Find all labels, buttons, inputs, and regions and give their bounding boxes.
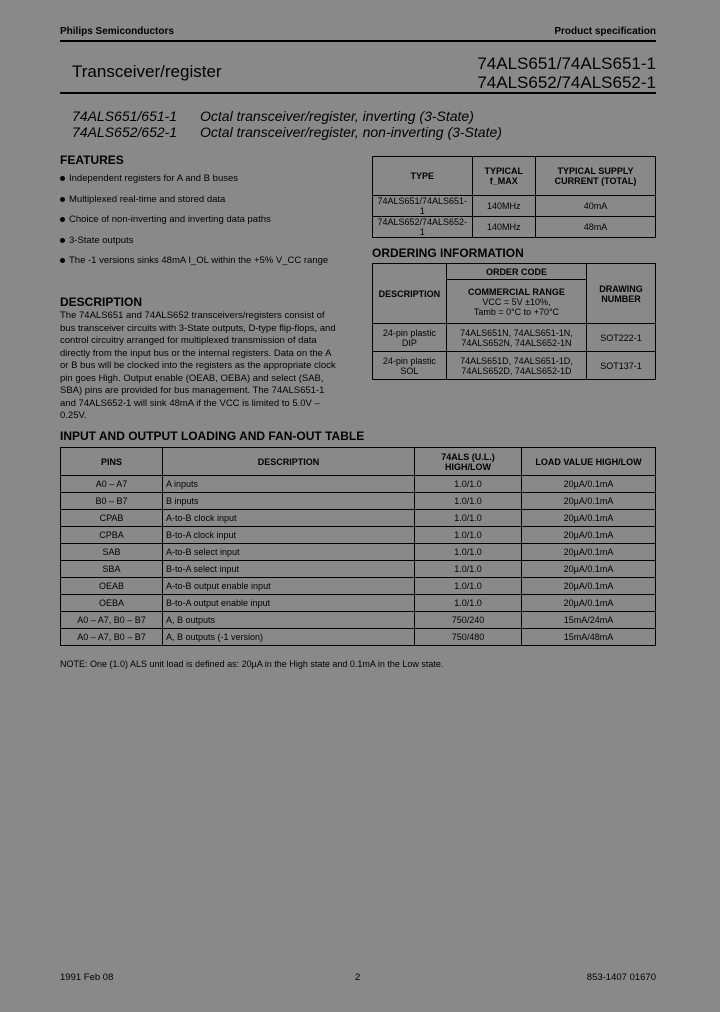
feature-item: 3-State outputs (60, 235, 133, 246)
type-cell: 74ALS652/74ALS652-1 (373, 217, 473, 238)
load-value-cell: 15mA/24mA (522, 612, 656, 629)
feature-item: Choice of non-inverting and inverting data paths (60, 214, 271, 225)
description-cell: A inputs (163, 476, 415, 493)
drawing-cell: SOT137-1 (587, 352, 656, 380)
th-ordering-desc: DESCRIPTION (373, 264, 447, 324)
load-value-cell: 15mA/48mA (522, 629, 656, 646)
fmax-cell: 140MHz (472, 217, 535, 238)
table-row (61, 527, 656, 544)
subtitle-part-1: 74ALS651/651-1 (72, 108, 178, 124)
feature-item: Independent registers for A and B buses (60, 173, 238, 184)
type-table (372, 156, 656, 238)
current-cell: 40mA (536, 196, 656, 217)
order-code-cell: 74ALS651N, 74ALS651-1N, 74ALS652N, 74ALS652-1N (446, 324, 586, 352)
pins-cell: OEBA (61, 595, 163, 612)
header-doc-type: Product specification (554, 26, 656, 37)
part-number-1: 74ALS651/74ALS651-1 (477, 54, 656, 73)
ul-cell: 750/480 (415, 629, 522, 646)
pins-cell: A0 – A7, B0 – B7 (61, 612, 163, 629)
description-cell: A, B outputs (163, 612, 415, 629)
table-row (61, 612, 656, 629)
header-company: Philips Semiconductors (60, 26, 174, 37)
pins-cell: A0 – A7, B0 – B7 (61, 629, 163, 646)
table-row (61, 510, 656, 527)
table-row (61, 561, 656, 578)
pins-cell: SBA (61, 561, 163, 578)
description-cell: A, B outputs (-1 version) (163, 629, 415, 646)
load-value-cell: 20µA/0.1mA (522, 544, 656, 561)
description-cell: A-to-B select input (163, 544, 415, 561)
table-row (61, 595, 656, 612)
pins-cell: CPBA (61, 527, 163, 544)
ul-cell: 750/240 (415, 612, 522, 629)
th-current: TYPICAL SUPPLY CURRENT (TOTAL) (536, 157, 656, 196)
load-value-cell: 20µA/0.1mA (522, 476, 656, 493)
subtitle-desc-1: Octal transceiver/register, inverting (3-State) (200, 108, 474, 124)
th-load-value: LOAD VALUE HIGH/LOW (522, 448, 656, 476)
ul-cell: 1.0/1.0 (415, 510, 522, 527)
ordering-table (372, 263, 656, 380)
pins-cell: A0 – A7 (61, 476, 163, 493)
loading-table (60, 447, 656, 646)
bullet-icon (60, 217, 65, 222)
description-text: The 74ALS651 and 74ALS652 transceivers/registers consist of bus transceiver circuits with 3-State outputs, D-type flip-flops, and control circuitry arranged for multiplexed transmission of data directly from the input bus or the internal registers. Data on the A or B bus will be clocked into the registers as the appropriate clock pin goes High. Output enable (OEAB, OEBA) and select (SAB, SBA) pins are provided for bus management. The 74ALS651-1 and 74ALS652-1 will sink 48mA if the VCC is limited to 5.0V – 0.25V. (60, 310, 336, 421)
header-rule (60, 40, 656, 42)
th-type: TYPE (373, 157, 473, 196)
load-value-cell: 20µA/0.1mA (522, 561, 656, 578)
type-cell: 74ALS651/74ALS651-1 (373, 196, 473, 217)
bullet-icon (60, 258, 65, 263)
description-cell: B-to-A select input (163, 561, 415, 578)
order-code-cell: 74ALS651D, 74ALS651-1D, 74ALS652D, 74ALS652-1D (446, 352, 586, 380)
part-number-2: 74ALS652/74ALS652-1 (477, 73, 656, 92)
table-row (61, 476, 656, 493)
description-heading: DESCRIPTION (60, 295, 143, 309)
fmax-cell: 140MHz (472, 196, 535, 217)
th-ul: 74ALS (U.L.) HIGH/LOW (415, 448, 522, 476)
ul-cell: 1.0/1.0 (415, 476, 522, 493)
load-value-cell: 20µA/0.1mA (522, 527, 656, 544)
loading-heading: INPUT AND OUTPUT LOADING AND FAN-OUT TABLE (60, 429, 365, 443)
bullet-icon (60, 197, 65, 202)
footer-date: 1991 Feb 08 (60, 972, 114, 983)
th-drawing: DRAWING NUMBER (587, 264, 656, 324)
description-cell: A-to-B output enable input (163, 578, 415, 595)
description-cell: B inputs (163, 493, 415, 510)
pins-cell: B0 – B7 (61, 493, 163, 510)
description-cell: A-to-B clock input (163, 510, 415, 527)
th-pins: PINS (61, 448, 163, 476)
features-heading: FEATURES (60, 153, 124, 167)
title-rule (60, 92, 656, 94)
current-cell: 48mA (536, 217, 656, 238)
pins-cell: OEAB (61, 578, 163, 595)
table-row (61, 629, 656, 646)
th-order-code: ORDER CODE (446, 264, 586, 280)
pins-cell: SAB (61, 544, 163, 561)
ul-cell: 1.0/1.0 (415, 578, 522, 595)
th-description: DESCRIPTION (163, 448, 415, 476)
subtitle-part-2: 74ALS652/652-1 (72, 124, 178, 140)
table-row (61, 578, 656, 595)
loading-note: NOTE: One (1.0) ALS unit load is defined as: 20µA in the High state and 0.1mA in the Low state. (60, 659, 444, 669)
feature-item: Multiplexed real-time and stored data (60, 194, 225, 205)
footer-code: 853-1407 01670 (586, 972, 656, 983)
ordering-heading: ORDERING INFORMATION (372, 246, 524, 260)
footer-page: 2 (355, 972, 361, 983)
page-title: Transceiver/register (72, 62, 222, 81)
ul-cell: 1.0/1.0 (415, 493, 522, 510)
description-cell: B-to-A clock input (163, 527, 415, 544)
ul-cell: 1.0/1.0 (415, 561, 522, 578)
ordering-desc-cell: 24-pin plastic SOL (373, 352, 447, 380)
load-value-cell: 20µA/0.1mA (522, 510, 656, 527)
th-fmax: TYPICAL f_MAX (472, 157, 535, 196)
pins-cell: CPAB (61, 510, 163, 527)
table-row (61, 493, 656, 510)
ul-cell: 1.0/1.0 (415, 595, 522, 612)
description-cell: B-to-A output enable input (163, 595, 415, 612)
load-value-cell: 20µA/0.1mA (522, 595, 656, 612)
subtitle-desc-2: Octal transceiver/register, non-inverting (3-State) (200, 124, 502, 140)
drawing-cell: SOT222-1 (587, 324, 656, 352)
ordering-desc-cell: 24-pin plastic DIP (373, 324, 447, 352)
table-row (61, 544, 656, 561)
th-commercial: COMMERCIAL RANGE VCC = 5V ±10%, Tamb = 0°C to +70°C (446, 280, 586, 324)
ul-cell: 1.0/1.0 (415, 527, 522, 544)
load-value-cell: 20µA/0.1mA (522, 578, 656, 595)
ul-cell: 1.0/1.0 (415, 544, 522, 561)
feature-item: The -1 versions sinks 48mA I_OL within the +5% V_CC range (60, 255, 328, 266)
bullet-icon (60, 176, 65, 181)
load-value-cell: 20µA/0.1mA (522, 493, 656, 510)
bullet-icon (60, 238, 65, 243)
